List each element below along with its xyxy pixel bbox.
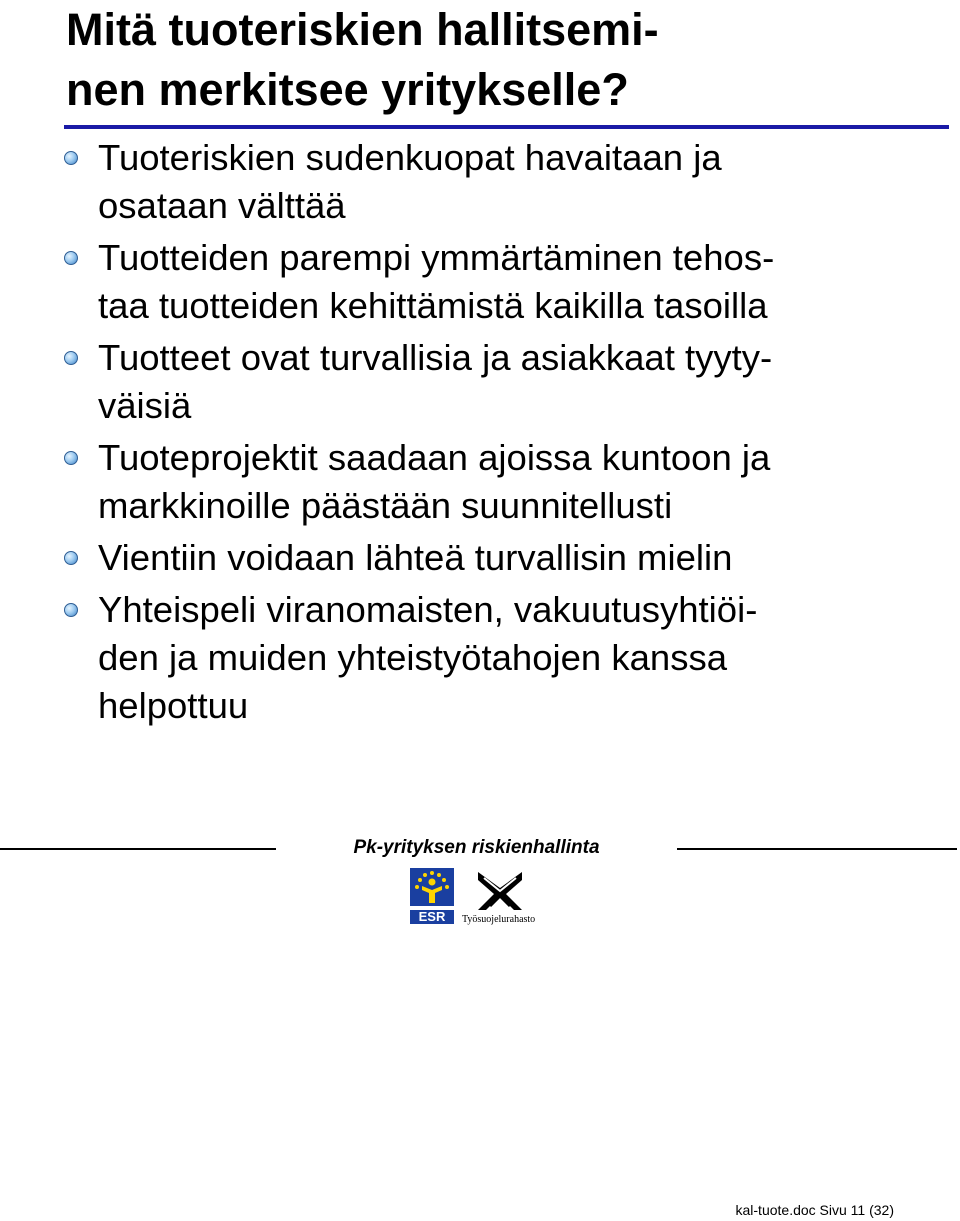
title-line: Mitä tuoteriskien hallitsemi- (66, 4, 659, 55)
bullet-icon (64, 251, 78, 265)
bullet-text: Tuoteprojektit saadaan ajoissa kuntoon ja (98, 437, 771, 478)
bullet-text: taa tuotteiden kehittämistä kaikilla tasoilla (98, 285, 768, 326)
page-info: kal-tuote.doc Sivu 11 (32) (735, 1202, 894, 1218)
footer-divider-right (677, 848, 957, 850)
bullet-item (0, 134, 960, 230)
bullet-icon (64, 451, 78, 465)
title-underline (64, 125, 949, 129)
bullet-item (0, 586, 960, 730)
bullet-text: Yhteispeli viranomaisten, vakuutusyhtiöi- (98, 589, 758, 630)
bullet-text: Tuotteiden parempi ymmärtäminen tehos- (98, 237, 775, 278)
bullet-text: markkinoille päästään suunnitellusti (98, 485, 673, 526)
esr-logo-text: ESR (418, 909, 446, 924)
tyosuojelurahasto-emblem-icon (478, 872, 522, 910)
bullet-text: väisiä (98, 385, 192, 426)
bullet-icon (64, 151, 78, 165)
bullet-text: osataan välttää (98, 185, 346, 226)
bullet-text: Tuoteriskien sudenkuopat havaitaan ja (98, 137, 722, 178)
esr-logo (408, 866, 456, 926)
bullet-item (0, 234, 960, 330)
bullet-item (0, 434, 960, 530)
bullet-icon (64, 603, 78, 617)
bullet-text: den ja muiden yhteistyötahojen kanssa (98, 637, 728, 678)
slide-title (66, 0, 946, 120)
bullet-icon (64, 351, 78, 365)
bullet-text: Tuotteet ovat turvallisia ja asiakkaat tyyty- (98, 337, 773, 378)
title-line: nen merkitsee yritykselle? (66, 64, 629, 115)
bullet-text: Vientiin voidaan lähteä turvallisin mielin (98, 537, 733, 578)
bullet-icon (64, 551, 78, 565)
bullet-list (0, 134, 960, 734)
bullet-item (0, 534, 960, 582)
bullet-item (0, 334, 960, 430)
bullet-text: helpottuu (98, 685, 249, 726)
tyosuojelurahasto-caption: Työsuojelurahasto (462, 914, 536, 925)
footer-divider-left (0, 848, 276, 850)
footer-title: Pk-yrityksen riskienhallinta (353, 837, 600, 858)
